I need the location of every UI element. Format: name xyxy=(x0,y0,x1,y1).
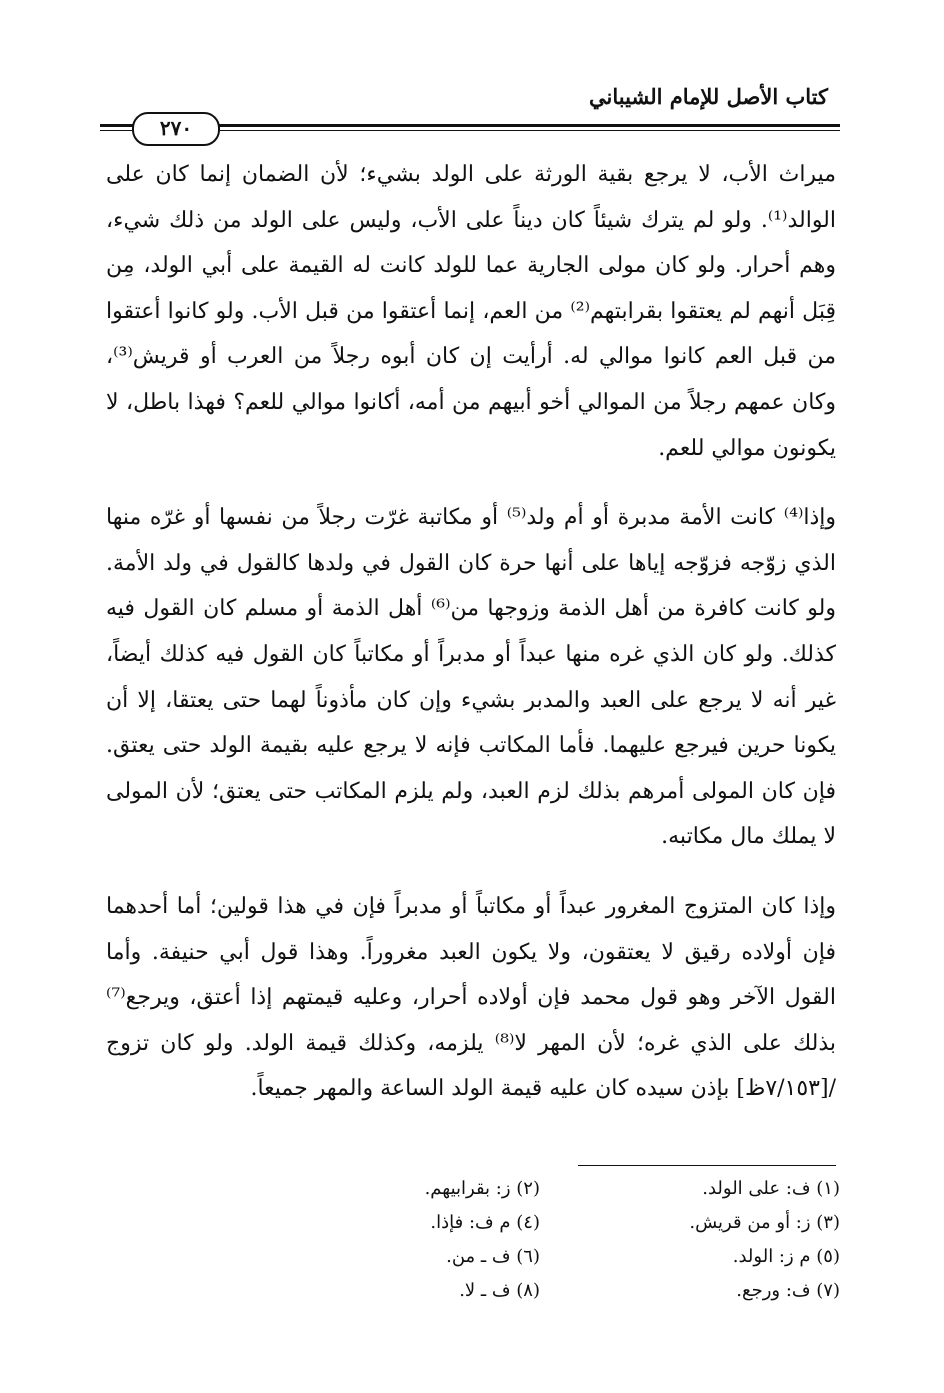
book-title: كتاب الأصل للإمام الشيباني xyxy=(589,84,828,109)
footnote-6: (٦) ف ـ من. xyxy=(446,1246,540,1267)
footnote-3: (٣) ز: أو من قريش. xyxy=(689,1212,840,1233)
footnote-5: (٥) م ز: الولد. xyxy=(732,1246,840,1267)
footnote-1: (١) ف: على الولد. xyxy=(702,1178,840,1199)
main-text xyxy=(106,152,836,1112)
paragraph-2: وإذا⁽⁴⁾ كانت الأمة مدبرة أو أم ولد⁽⁵⁾ أو مكاتبة غرّت رجلاً من نفسها أو غرّه منها الذي زوّجه فزوّجه إياها على أنها حرة كان القول في ولدها كالقول في ولد الأمة. ولو كانت كافرة من أهل الذمة وزوجها من⁽⁶⁾ أهل الذمة أو مسلم كان القول فيه كذلك. ولو كان الذي غره منها عبداً أو مدبراً أو مكاتباً كان القول فيه كذلك أيضاً، غير أنه لا يرجع على العبد والمدبر بشيء وإن كان مأذوناً لهما حتى يعتقا، إلا أن يكونا حرين فيرجع عليهما. فأما المكاتب فإنه لا يرجع عليه بقيمة الولد حتى يعتق. فإن كان المولى أمرهم بذلك لزم العبد، ولم يلزم المكاتب حتى يعتق؛ لأن المولى لا يملك مال مكاتبه. xyxy=(106,505,836,850)
footnote-4: (٤) م ف: فإذا. xyxy=(430,1212,540,1233)
paragraph-3: وإذا كان المتزوج المغرور عبداً أو مكاتباً أو مدبراً فإن في هذا قولين؛ أما أحدهما فإن أولاده رقيق لا يعتقون، ولا يكون العبد مغروراً. وهذا قول أبي حنيفة. وأما القول الآخر وهو قول محمد فإن أولاده أحرار، وعليه قيمتهم إذا أعتق، ويرجع⁽⁷⁾ بذلك على الذي غره؛ لأن المهر لا⁽⁸⁾ يلزمه، وكذلك قيمة الولد. ولو كان تزوج /[٧/١٥٣ظ] بإذن سيده كان عليه قيمة الولد الساعة والمهر جميعاً. xyxy=(106,893,836,1102)
footnote-2: (٢) ز: بقرابيهم. xyxy=(424,1178,540,1199)
footnote-7: (٧) ف: ورجع. xyxy=(736,1280,840,1301)
page-header xyxy=(100,80,840,150)
paragraph-1: ميراث الأب، لا يرجع بقية الورثة على الولد بشيء؛ لأن الضمان إنما كان على الوالد⁽¹⁾. ولو لم يترك شيئاً كان ديناً على الأب، وليس على الولد من ذلك شيء، وهم أحرار. ولو كان مولى الجارية عما للولد كانت له القيمة على أبي الولد، مِن قِبَل أنهم لم يعتقوا بقرابتهم⁽²⁾ من العم، إنما أعتقوا من قبل الأب. ولو كانوا أعتقوا من قبل العم كانوا موالي له. أرأيت إن كان أبوه رجلاً من العرب أو قريش⁽³⁾، وكان عمهم رجلاً من الموالي أخو أبيهم من أمه، أكانوا موالي للعم؟ فهذا باطل، لا يكونون موالي للعم. xyxy=(106,162,836,461)
footnote-8: (٨) ف ـ لا. xyxy=(459,1280,540,1301)
page-number: ٢٧٠ xyxy=(132,112,220,146)
footnote-separator xyxy=(578,1165,836,1166)
